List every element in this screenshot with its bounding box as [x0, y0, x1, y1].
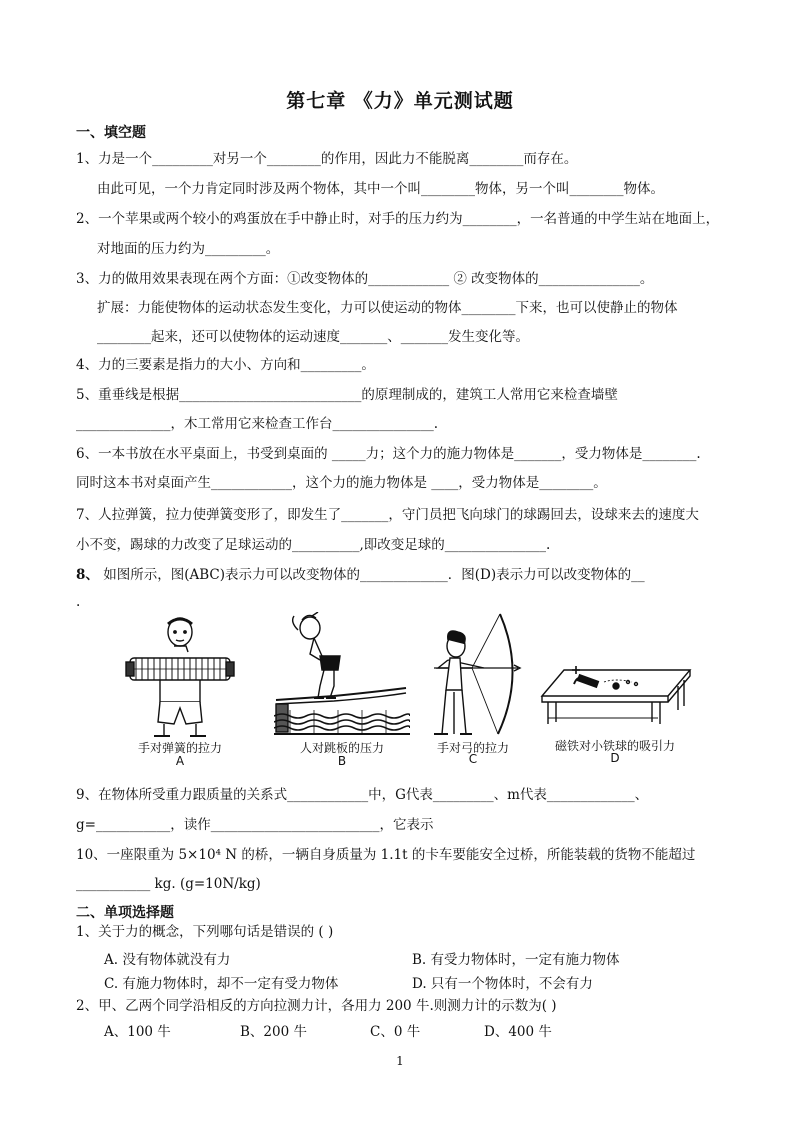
- question-3-line-2: 扩展：力能使物体的运动状态发生变化，力可以使运动的物体________下来，也可以使静止的物体: [97, 300, 678, 316]
- mc-question-2-option-c: C、0 牛: [370, 1024, 421, 1040]
- question-8-number: 8、: [76, 567, 99, 583]
- figure-b-caption: 人对跳板的压力: [299, 741, 384, 755]
- question-4: 4、力的三要素是指力的大小、方向和_________。: [76, 357, 375, 373]
- figure-a-letter: A: [175, 754, 185, 768]
- question-2-line-1: 2、一个苹果或两个较小的鸡蛋放在手中静止时，对手的压力约为________，一名普通的中学生站在地面上，: [76, 211, 720, 227]
- question-9-line-1: 9、在物体所受重力跟质量的关系式____________中，G代表_________、m代表_____________、: [76, 787, 649, 803]
- figure-c-archer-illustration: [428, 610, 524, 736]
- question-1-line-2: 由此可见，一个力肯定同时涉及两个物体，其中一个叫________物体，另一个叫________物体。: [97, 181, 664, 197]
- question-7-line-2: 小不变，踢球的力改变了足球运动的__________,即改变足球的_______________.: [76, 537, 551, 553]
- figure-a-spring-illustration: [124, 612, 236, 738]
- mc-question-2-option-b: B、200 牛: [240, 1024, 307, 1040]
- mc-question-1-option-b: B. 有受力物体时，一定有施力物体: [412, 952, 620, 968]
- question-7-line-1: 7、人拉弹簧，拉力使弹簧变形了，即发生了_______，守门员把飞向球门的球踢回去，设球来去的速度大: [76, 507, 699, 523]
- question-3-line-3: ________起来，还可以使物体的运动速度_______、_______发生变化等。: [97, 329, 529, 345]
- mc-question-1-option-d: D. 只有一个物体时，不会有力: [412, 976, 593, 992]
- question-10-line-2: ___________ kg. (g=10N/kg): [76, 876, 261, 892]
- mc-question-2-option-d: D、400 牛: [484, 1024, 552, 1040]
- figure-a-caption: 手对弹簧的拉力: [137, 741, 222, 755]
- page-title: 第七章 《力》单元测试题: [286, 90, 514, 112]
- question-8-line-1: [76, 565, 645, 585]
- mc-question-2-option-a: A、100 牛: [104, 1024, 171, 1040]
- figure-d-letter: D: [610, 751, 620, 765]
- figure-c-caption: 手对弓的拉力: [436, 741, 509, 755]
- section-multiple-choice-heading: 二、单项选择题: [76, 905, 174, 921]
- question-3-line-1: 3、力的做用效果表现在两个方面：①改变物体的____________ ② 改变物体的_______________。: [76, 271, 654, 287]
- section-fill-blank-heading: 一、填空题: [76, 125, 146, 141]
- question-8-text: 如图所示，图(ABC)表示力可以改变物体的_____________．图(D)表示力可以改变物体的__: [98, 567, 645, 583]
- question-2-line-2: 对地面的压力约为_________。: [97, 241, 280, 257]
- figure-c-letter: C: [468, 752, 478, 766]
- question-1-line-1: 1、力是一个_________对另一个________的作用，因此力不能脱离________而存在。: [76, 151, 578, 167]
- page-number: 1: [396, 1054, 404, 1068]
- question-8-line-2: .: [76, 594, 81, 610]
- question-5-line-2: ______________，木工常用它来检查工作台_______________.: [76, 416, 439, 432]
- mc-question-2-stem: 2、甲、乙两个同学沿相反的方向拉测力计，各用力 200 牛.则测力计的示数为( ): [76, 998, 557, 1014]
- figure-b-diving-board-illustration: [274, 612, 410, 736]
- question-9-line-2: g=___________，读作_________________________，它表示: [76, 817, 434, 833]
- mc-question-1-option-a: A. 没有物体就没有力: [104, 952, 231, 968]
- question-10-line-1: 10、一座限重为 5×10⁴ N 的桥，一辆自身质量为 1.1t 的卡车要能安全过桥，所能装载的货物不能超过: [76, 847, 696, 863]
- question-6-line-2: 同时这本书对桌面产生____________，这个力的施力物体是 ____，受力物体是________。: [76, 475, 607, 491]
- question-6-line-1: 6、一本书放在水平桌面上，书受到桌面的 _____力；这个力的施力物体是_______，受力物体是________.: [76, 446, 701, 462]
- figure-d-caption: 磁铁对小铁球的吸引力: [554, 739, 675, 753]
- question-5-line-1: 5、重垂线是根据___________________________的原理制成的，建筑工人常用它来检查墙壁: [76, 387, 618, 403]
- figure-b-letter: B: [337, 754, 347, 768]
- figure-d-magnet-table-illustration: [538, 652, 694, 728]
- mc-question-1-option-c: C. 有施力物体时，却不一定有受力物体: [104, 976, 339, 992]
- mc-question-1-stem: 1、关于力的概念，下列哪句话是错误的 ( ): [76, 924, 334, 940]
